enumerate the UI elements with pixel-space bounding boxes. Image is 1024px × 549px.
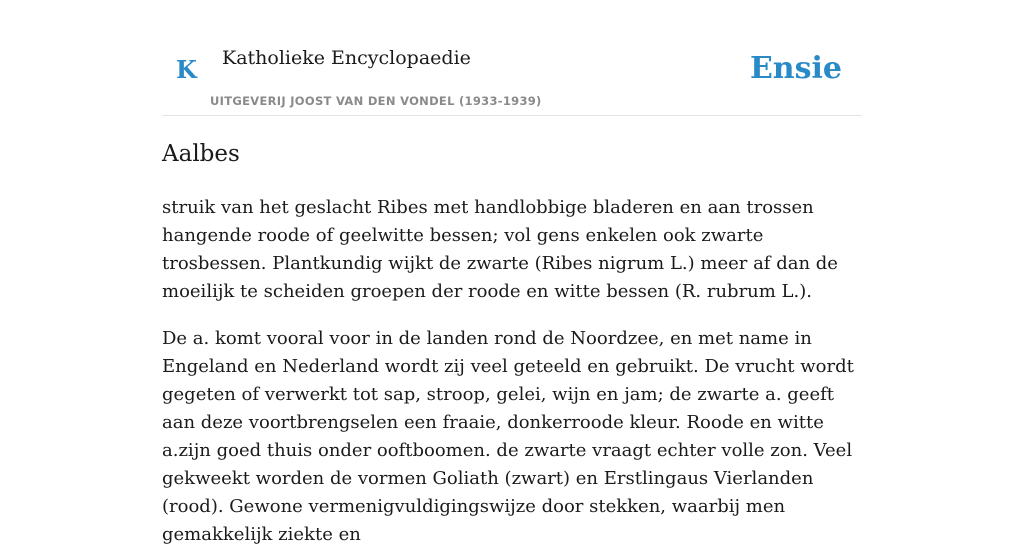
article-paragraph: struik van het geslacht Ribes met handlobbige bladeren en aan trossen hangende roode of geelwitte bessen; vol gens enkelen ook zwarte trosbessen. Plantkundig wijkt de zwarte (Ribes nigrum L.) meer af dan de moeilijk te scheiden groepen der roode en witte bessen (R. rubrum L.).: [162, 197, 838, 302]
encyclopedia-title-link[interactable]: Katholieke Encyclopaedie: [222, 47, 471, 69]
article-title: Aalbes: [162, 141, 240, 167]
site-header: [162, 0, 862, 116]
brand-logo-link[interactable]: Ensie: [749, 51, 842, 86]
article: [162, 136, 862, 549]
publisher-label: UITGEVERIJ JOOST VAN DEN VONDEL (1933-1939): [210, 94, 542, 108]
article-paragraph: De a. komt vooral voor in de landen rond de Noordzee, en met name in Engeland en Nederland wordt zij veel geteeld en gebruikt. De vrucht wordt gegeten of verwerkt tot sap, stroop, gelei, wijn en jam; de zwarte a. geeft aan deze voortbrengselen een fraaie, donkerroode kleur. Roode en witte a.zijn goed thuis onder ooftboomen. de zwarte vraagt echter volle zon. Veel gekweekt worden de vormen Goliath (zwart) en Erstlingaus Vierlanden (rood). Gewone vermenigvuldigingswijze door stekken, waarbij men gemakkelijk ziekte en: [162, 328, 854, 545]
logo-icon[interactable]: K: [176, 55, 197, 84]
